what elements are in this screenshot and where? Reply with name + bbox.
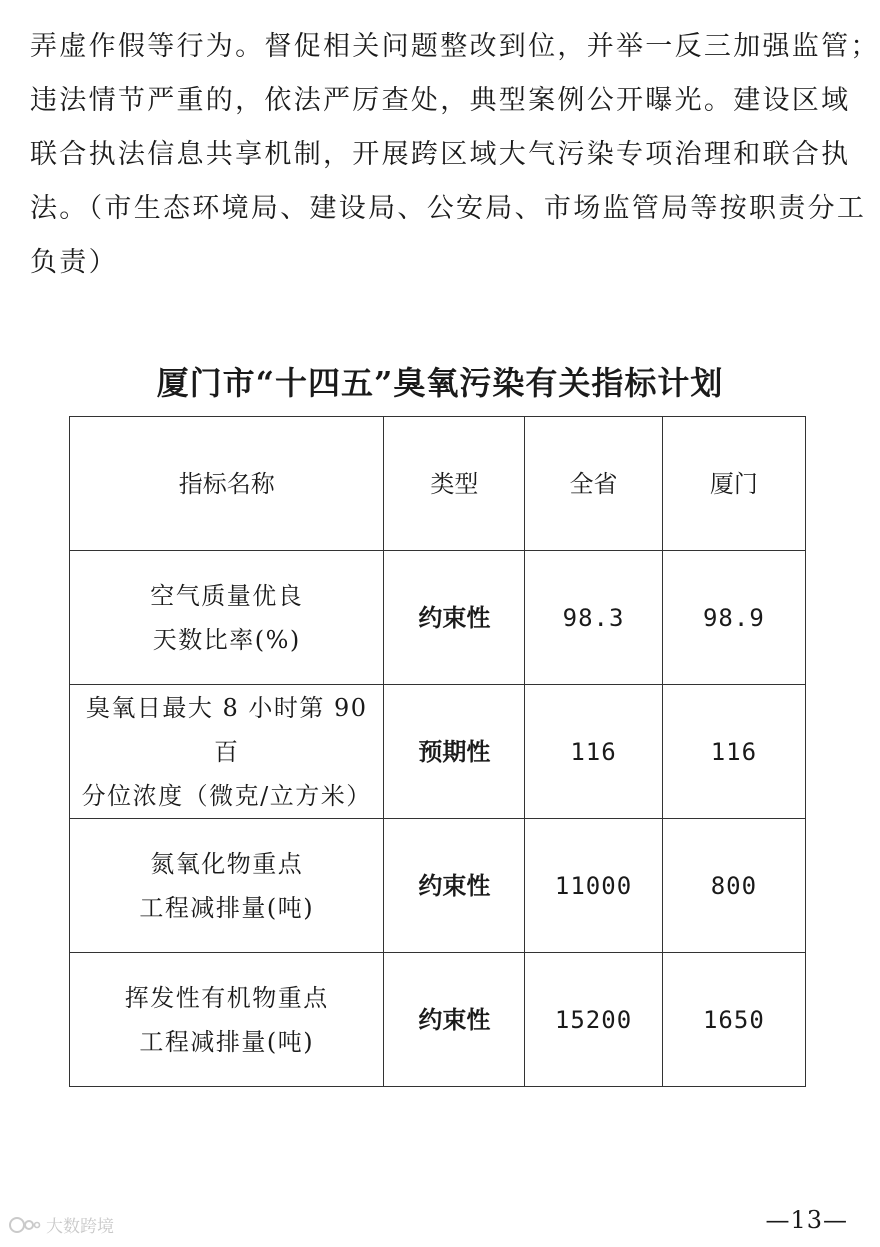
table-row	[70, 685, 806, 819]
table-header-row	[70, 417, 806, 551]
header-indicator-name: 指标名称	[70, 417, 384, 551]
xiamen-value-cell: 116	[662, 685, 805, 819]
header-province: 全省	[525, 417, 662, 551]
body-line: 违法情节严重的，依法严厉查处，典型案例公开曝光。建设区域	[30, 85, 851, 116]
table-row	[70, 819, 806, 953]
table-row	[70, 551, 806, 685]
indicator-name-line: 分位浓度（微克/立方米）	[81, 781, 372, 810]
watermark	[8, 1212, 114, 1237]
page-number: —13—	[765, 1206, 848, 1234]
type-cell: 约束性	[384, 953, 525, 1087]
type-cell: 预期性	[384, 685, 525, 819]
body-line: 联合执法信息共享机制，开展跨区域大气污染专项治理和联合执	[30, 139, 851, 170]
indicator-name-line: 工程减排量(吨)	[139, 893, 315, 922]
province-value-cell: 98.3	[525, 551, 662, 685]
table-row	[70, 953, 806, 1087]
province-value-cell: 11000	[525, 819, 662, 953]
indicator-name-line: 空气质量优良	[150, 581, 304, 610]
header-xiamen: 厦门	[662, 417, 805, 551]
body-line: 法。（市生态环境局、建设局、公安局、市场监管局等按职责分工	[30, 193, 867, 224]
body-line: 弄虚作假等行为。督促相关问题整改到位，并举一反三加强监管；	[30, 31, 880, 62]
province-value-cell: 116	[525, 685, 662, 819]
xiamen-value-cell: 800	[662, 819, 805, 953]
body-paragraph	[30, 20, 880, 290]
indicator-name-line: 氮氧化物重点	[150, 849, 304, 878]
type-cell: 约束性	[384, 551, 525, 685]
indicator-name-cell	[70, 685, 384, 819]
type-cell: 约束性	[384, 819, 525, 953]
xiamen-value-cell: 1650	[662, 953, 805, 1087]
watermark-logo-icon	[8, 1214, 42, 1236]
indicator-name-cell	[70, 551, 384, 685]
indicator-table	[69, 416, 806, 1087]
indicator-name-line: 挥发性有机物重点	[124, 983, 329, 1012]
indicator-name-line: 工程减排量(吨)	[139, 1027, 315, 1056]
table-title: 厦门市“十四五”臭氧污染有关指标计划	[156, 364, 724, 402]
header-type: 类型	[384, 417, 525, 551]
body-line: 负责）	[30, 247, 118, 278]
indicator-name-line: 臭氧日最大 8 小时第 90 百	[85, 693, 368, 766]
province-value-cell: 15200	[525, 953, 662, 1087]
indicator-name-cell	[70, 953, 384, 1087]
watermark-text: 大数跨境	[46, 1217, 114, 1237]
xiamen-value-cell: 98.9	[662, 551, 805, 685]
indicator-name-line: 天数比率(%)	[152, 625, 301, 654]
indicator-name-cell	[70, 819, 384, 953]
